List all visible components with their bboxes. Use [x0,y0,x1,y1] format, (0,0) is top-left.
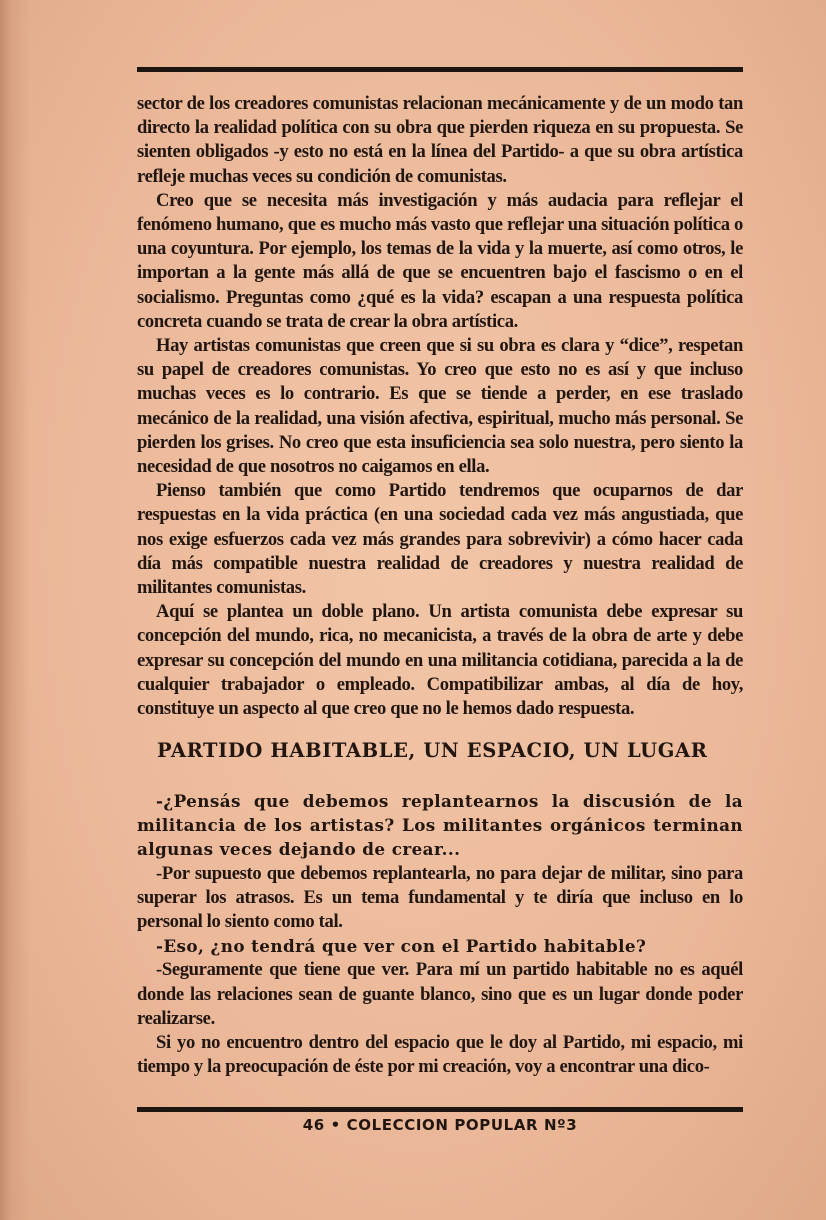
paragraph-2: Creo que se necesita más investigación y más audacia para reflejar el fenómeno humano, que es mucho más vasto que reflejar una situación política o una coyuntura. Por ejemplo, los temas de la vida y la muerte, así como otros, le importan a la gente más allá de que se encuentren bajo el fascismo o en el socialismo. Preguntas como ¿qué es la vida? escapan a una respuesta política concreta cuando se trata de crear la obra artística. [137,189,743,332]
answer-3: Si yo no encuentro dentro del espacio que le doy al Partido, mi espacio, mi tiempo y la preocupación de éste por mi creación, voy a encontrar una dico- [137,1032,743,1078]
paragraph-1: sector de los creadores comunistas relacionan mecánicamente y de un modo tan directo la realidad política con su obra que pierden riqueza en su propuesta. Se sienten obligados -y esto no está en la línea del Partido- a que su obra artística refleje muchas veces su condición de comunistas. [137,93,743,187]
page-gutter-shadow [0,0,30,1220]
question-1: -¿Pensás que debemos replantearnos la discusión de la militancia de los artistas? Los militantes orgánicos terminan algunas veces dejando de crear... [137,791,743,860]
paragraph-4: Pienso también que como Partido tendremos que ocuparnos de dar respuestas en la vida práctica (en una sociedad cada vez más angustiada, que nos exige esfuerzos cada vez más grandes para sobrevivir) a cómo hacer cada día más compatible nuestra realidad de creadores y nuestra realidad de militantes comunistas. [137,480,743,599]
page-footer: 46 • COLECCION POPULAR Nº3 [302,1116,578,1134]
paragraph-3: Hay artistas comunistas que creen que si su obra es clara y “dice”, respetan su papel de creadores comunistas. Yo creo que esto no es así y que incluso muchas veces es lo contrario. Es que se tiende a perder, en ese traslado mecánico de la realidad, una visión afectiva, espiritual, mucho más personal. Se pierden los grises. No creo que esta insuficiencia sea solo nuestra, pero siento la necesidad de que nosotros no caigamos en ella. [137,335,743,478]
body-text [137,92,743,721]
answer-2: -Seguramente que tiene que ver. Para mí un partido habitable no es aquél donde las relaciones sean de guante blanco, sino que es un lugar donde poder realizarse. [137,959,743,1029]
paragraph-5: Aquí se plantea un doble plano. Un artista comunista debe expresar su concepción del mundo, rica, no mecanicista, a través de la obra de arte y debe expresar su concepción del mundo en una militancia cotidiana, parecida a la de cualquier trabajador o empleado. Compatibilizar ambas, al día de hoy, constituye un aspecto al que creo que no le hemos dado respuesta. [137,601,743,720]
answer-1: -Por supuesto que debemos replantearla, no para dejar de militar, sino para superar los atrasos. Es un tema fundamental y te diría que incluso en lo personal lo siento como tal. [137,862,743,933]
interview-text [137,789,743,1079]
bottom-rule [137,1107,743,1112]
top-rule [137,67,743,72]
question-2: -Eso, ¿no tendrá que ver con el Partido habitable? [156,936,647,957]
section-heading: PARTIDO HABITABLE, UN ESPACIO, UN LUGAR [157,739,708,762]
